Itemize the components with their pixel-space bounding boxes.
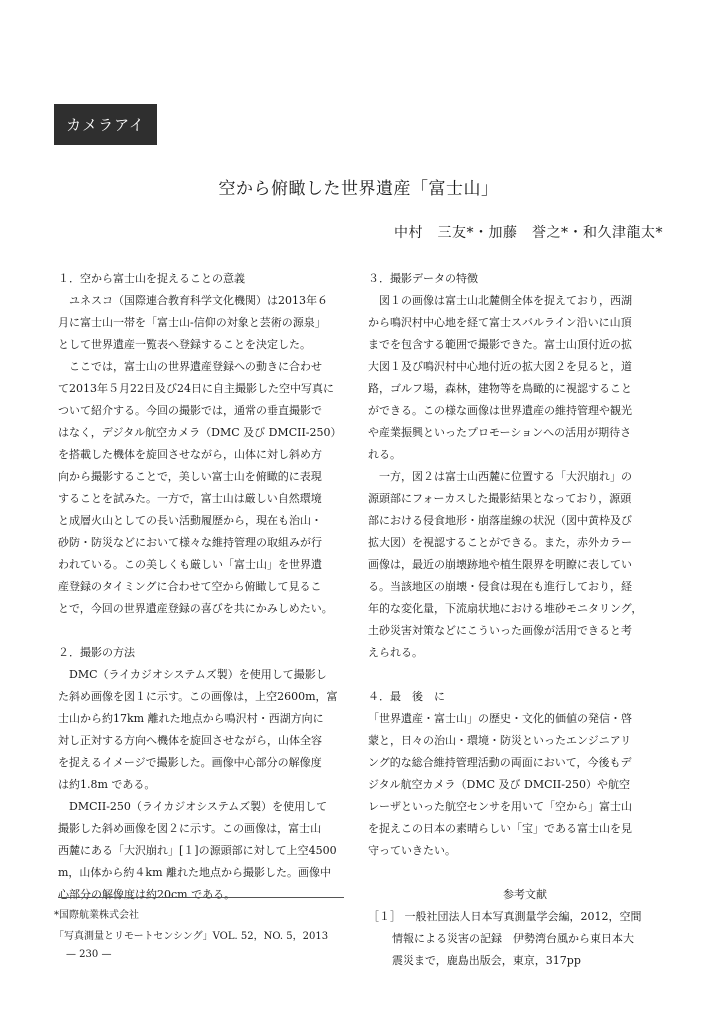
section-1-heading: １．空から富士山を捉えることの意義 bbox=[58, 272, 245, 285]
paragraph-line: ここでは，富士山の世界遺産登録への動きに合わせ bbox=[69, 360, 322, 373]
paragraph-line: することを試みた。一方で，富士山は厳しい自然環境 bbox=[58, 492, 322, 505]
section-4-heading: ４．最 後 に bbox=[368, 690, 445, 703]
paragraph-line: として世界遺産一覧表へ登録することを決定した。 bbox=[58, 338, 311, 351]
section-3-heading: ３．撮影データの特徴 bbox=[368, 272, 478, 285]
paragraph-line: 砂防・防災などにおいて様々な維持管理の取組みが行 bbox=[58, 536, 322, 549]
paragraph-line: ができる。この様な画像は世界遺産の維持管理や観光 bbox=[368, 404, 632, 417]
paragraph-line: や産業振興といったプロモーションへの活用が期待さ bbox=[368, 426, 632, 439]
article-title: 空から俯瞰した世界遺産「富士山」 bbox=[218, 179, 499, 199]
paragraph-line: 図１の画像は富士山北麓側全体を捉えており，西湖 bbox=[379, 294, 632, 307]
paragraph-line: 対し正対する方向へ機体を旋回させながら，山体全容 bbox=[58, 734, 322, 747]
paragraph-line: われている。この美しくも厳しい「富士山」を世界遺 bbox=[58, 558, 322, 571]
section-2-heading: ２．撮影の方法 bbox=[58, 646, 135, 659]
paragraph-line: 撮影した斜め画像を図２に示す。この画像は，富士山 bbox=[58, 822, 322, 835]
paragraph-line: ついて紹介する。今回の撮影では，通常の垂直撮影で bbox=[58, 404, 322, 417]
footnote-affiliation: *国際航業株式会社 bbox=[54, 910, 139, 921]
paragraph-line: 源頭部にフォーカスした撮影結果となっており，源頭 bbox=[368, 492, 632, 505]
paragraph-line: ング的な総合維持管理活動の両面において，今後もデ bbox=[368, 756, 632, 769]
paragraph-line: 拡大図）を視認することができる。また，赤外カラー bbox=[368, 536, 632, 549]
reference-entry-continued: 震災まで，鹿島出版会，東京，317pp bbox=[392, 954, 581, 967]
paragraph-line: 守っていきたい。 bbox=[368, 844, 456, 857]
footnote-journal: 「写真測量とリモートセンシング」VOL. 52，NO. 5，2013 bbox=[54, 931, 329, 942]
page-number: — 230 — bbox=[66, 949, 112, 960]
paragraph-line: 蒙と，日々の治山・環境・防災といったエンジニアリ bbox=[368, 734, 632, 747]
paragraph-line: 向から撮影することで，美しい富士山を俯瞰的に表現 bbox=[58, 470, 322, 483]
paragraph-line: DMC（ライカジオシステムズ製）を使用して撮影し bbox=[69, 668, 327, 681]
paragraph-line: ユネスコ（国際連合教育科学文化機関）は2013年６ bbox=[69, 294, 328, 307]
paragraph-line: 月に富士山一帯を「富士山-信仰の対象と芸術の源泉」 bbox=[58, 316, 326, 329]
paragraph-line: 年的な変化量，下流扇状地における堆砂モニタリング， bbox=[368, 602, 643, 615]
reference-entry: ［１］ 一般社団法人日本写真測量学会編，2012，空間 bbox=[368, 910, 642, 923]
paragraph-line: ジタル航空カメラ（DMC 及び DMCII-250）や航空 bbox=[368, 778, 630, 791]
paragraph-line: 路，ゴルフ場，森林，建物等を鳥瞰的に視認すること bbox=[368, 382, 632, 395]
paragraph-line: て2013年５月22日及び24日に自主撮影した空中写真に bbox=[58, 382, 334, 395]
paragraph-line: と成層火山としての長い活動履歴から，現在も治山・ bbox=[58, 514, 322, 527]
authors: 中村 三友*・加藤 誉之*・和久津龍太* bbox=[394, 225, 663, 241]
paragraph-line: 「世界遺産・富士山」の歴史・文化的価値の発信・啓 bbox=[368, 712, 632, 725]
paragraph-line: 産登録のタイミングに合わせて空から俯瞰して見るこ bbox=[58, 580, 322, 593]
paragraph-line: までを包含する範囲で撮影できた。富士山頂付近の拡 bbox=[368, 338, 632, 351]
paragraph-line: 士山から約17km 離れた地点から鳴沢村・西湖方向に bbox=[58, 712, 324, 725]
paragraph-line: m，山体から約４km 離れた地点から撮影した。画像中 bbox=[58, 866, 332, 879]
section-tab: カメラアイ bbox=[54, 104, 157, 145]
paragraph-line: DMCII-250（ライカジオシステムズ製）を使用して bbox=[69, 800, 328, 813]
paragraph-line: 大図１及び鳴沢村中心地付近の拡大図２を見ると，道 bbox=[368, 360, 632, 373]
paragraph-line: る。当該地区の崩壊・侵食は現在も進行しており，経 bbox=[368, 580, 632, 593]
right-column bbox=[368, 268, 662, 972]
paragraph-line: 部における侵食地形・崩落崖線の状況（図中黄枠及び bbox=[368, 514, 632, 527]
footnote-divider bbox=[58, 897, 344, 898]
paragraph-line: は約1.8m である。 bbox=[58, 778, 156, 791]
paragraph-line: 画像は，最近の崩壊跡地や植生限界を明瞭に表してい bbox=[368, 558, 632, 571]
paragraph-line: レーザといった航空センサを用いて「空から」富士山 bbox=[368, 800, 632, 813]
paragraph-line: から鳴沢村中心地を経て富士スバルライン沿いに山頂 bbox=[368, 316, 632, 329]
paragraph-line: た斜め画像を図１に示す。この画像は，上空2600m，富 bbox=[58, 690, 338, 703]
paragraph-line: を搭載した機体を旋回させながら，山体に対し斜め方 bbox=[58, 448, 322, 461]
paragraph-line: とで，今回の世界遺産登録の喜びを共にかみしめたい。 bbox=[58, 602, 333, 615]
paragraph-line: れる。 bbox=[368, 448, 401, 461]
paragraph-line: えられる。 bbox=[368, 646, 423, 659]
paragraph-line: 心部分の解像度は約20cm である。 bbox=[58, 888, 236, 901]
references-heading: 参考文献 bbox=[503, 888, 547, 901]
paragraph-line: を捉えるイメージで撮影した。画像中心部分の解像度 bbox=[58, 756, 322, 769]
paragraph-line: を捉えこの日本の素晴らしい「宝」である富士山を見 bbox=[368, 822, 632, 835]
reference-entry-continued: 情報による災害の記録 伊勢湾台風から東日本大 bbox=[392, 932, 634, 945]
paragraph-line: 西麓にある「大沢崩れ」[１]の源頭部に対して上空4500 bbox=[58, 844, 337, 857]
paragraph-line: 土砂災害対策などにこういった画像が活用できると考 bbox=[368, 624, 632, 637]
paragraph-line: はなく，デジタル航空カメラ（DMC 及び DMCII-250） bbox=[58, 426, 342, 439]
left-column bbox=[58, 268, 352, 906]
paragraph-line: 一方，図２は富士山西麓に位置する「大沢崩れ」の bbox=[379, 470, 632, 483]
